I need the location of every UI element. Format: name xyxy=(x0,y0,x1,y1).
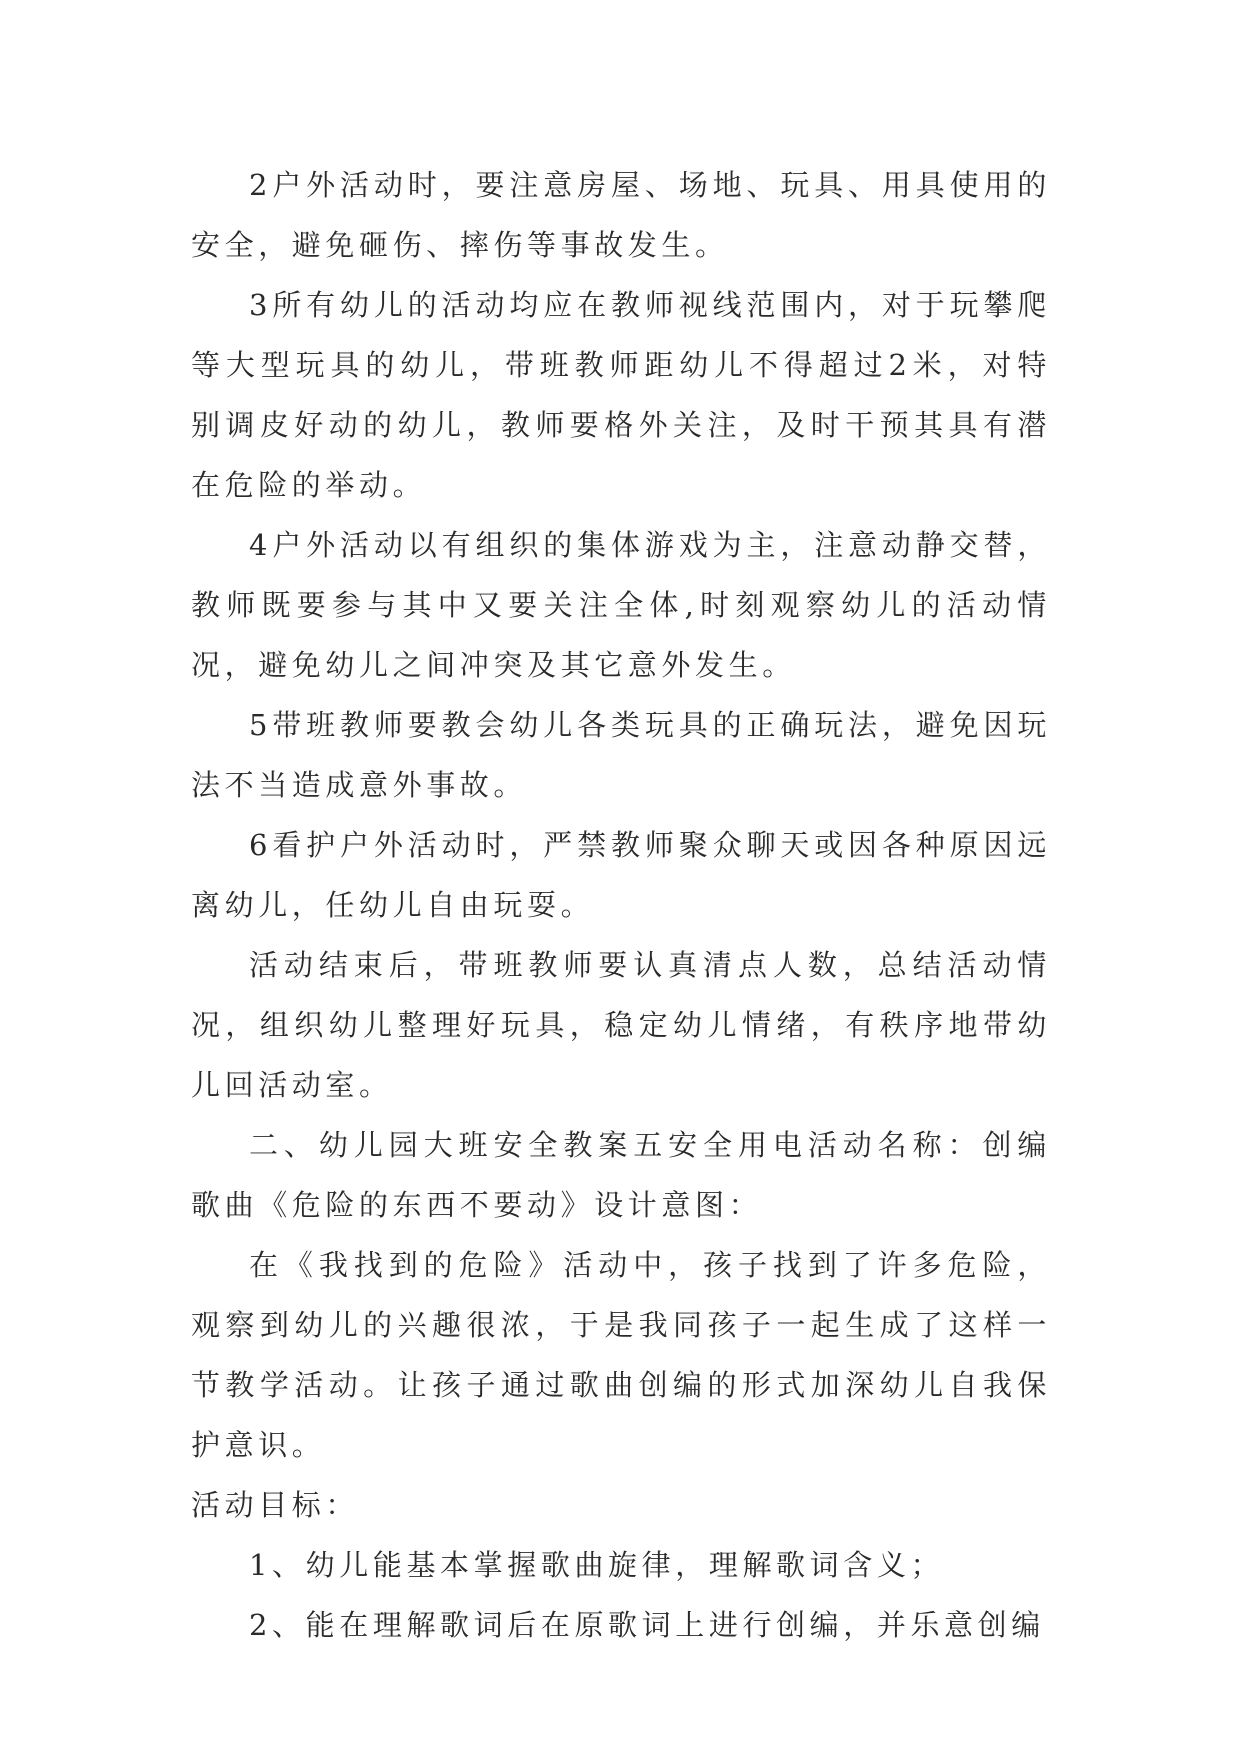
objective-item-1: 1、幼儿能基本掌握歌曲旋律，理解歌词含义； xyxy=(249,1548,945,1582)
objectives-heading: 活动目标： xyxy=(191,1488,360,1522)
paragraph-activity-end: 活动结束后，带班教师要认真清点人数，总结活动情况，组织幼儿整理好玩具，稳定幼儿情绪，有秩序地带幼儿回活动室。 xyxy=(191,948,1051,1102)
paragraph-design-intent: 在《我找到的危险》活动中，孩子找到了许多危险，观察到幼儿的兴趣很浓，于是我同孩子一起生成了这样一节教学活动。让孩子通过歌曲创编的形式加深幼儿自我保护意识。 xyxy=(191,1248,1051,1462)
paragraph-item-5: 5带班教师要教会幼儿各类玩具的正确玩法，避免因玩法不当造成意外事故。 xyxy=(191,708,1051,802)
paragraph-item-6: 6看护户外活动时，严禁教师聚众聊天或因各种原因远离幼儿，任幼儿自由玩耍。 xyxy=(191,828,1051,922)
paragraph-item-3: 3所有幼儿的活动均应在教师视线范围内，对于玩攀爬等大型玩具的幼儿，带班教师距幼儿不得超过2米，对特别调皮好动的幼儿，教师要格外关注，及时干预其具有潜在危险的举动。 xyxy=(191,288,1051,502)
document-body xyxy=(191,155,1051,1655)
objective-item-2: 2、能在理解歌词后在原歌词上进行创编，并乐意创编 xyxy=(249,1608,1045,1642)
paragraph-item-2: 2户外活动时，要注意房屋、场地、玩具、用具使用的安全，避免砸伤、摔伤等事故发生。 xyxy=(191,168,1051,262)
section-heading-lesson-five: 二、幼儿园大班安全教案五安全用电活动名称：创编歌曲《危险的东西不要动》设计意图： xyxy=(191,1128,1051,1222)
paragraph-item-4: 4户外活动以有组织的集体游戏为主，注意动静交替，教师既要参与其中又要关注全体,时刻观察幼儿的活动情况，避免幼儿之间冲突及其它意外发生。 xyxy=(191,528,1051,682)
